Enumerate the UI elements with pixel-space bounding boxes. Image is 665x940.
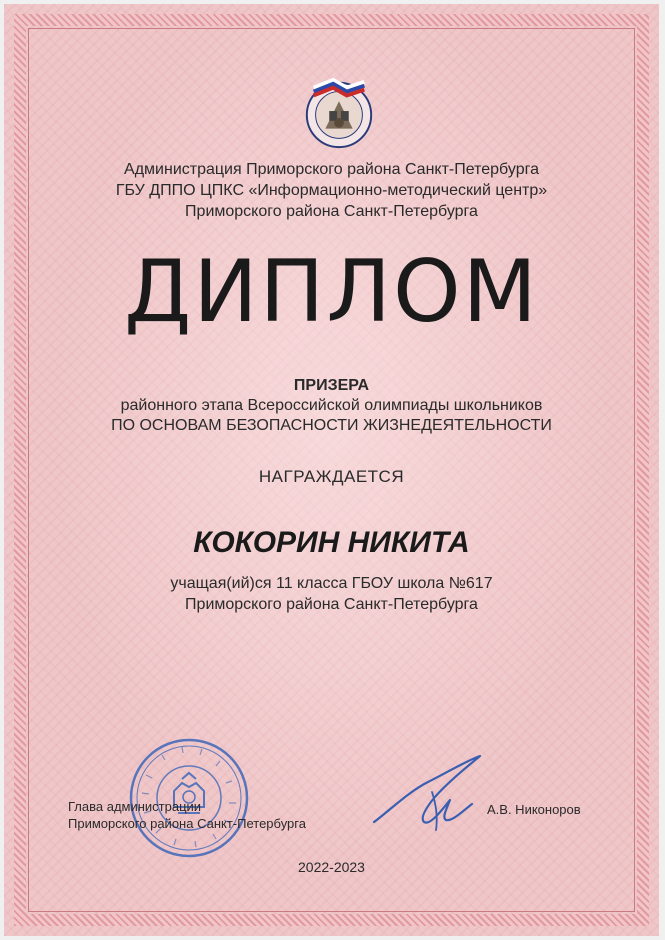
signatory-position [68, 798, 306, 832]
award-description [4, 376, 659, 436]
recipient-school: учащая(ий)ся 11 класса ГБОУ школа №617 [170, 575, 493, 592]
awarded-label: НАГРАЖДАЕТСЯ [258, 467, 405, 486]
olympiad-emblem-icon [300, 74, 378, 152]
header-line-2: ГБУ ДППО ЦПКС «Информационно-методический центр» [115, 182, 548, 199]
header-line-3: Приморского района Санкт-Петербурга [185, 203, 478, 220]
signature-icon [368, 752, 498, 842]
recipient-district: Приморского района Санкт-Петербурга [185, 596, 478, 613]
document-title: ДИПЛОМ [124, 242, 539, 342]
award-category: ПРИЗЕРА [293, 377, 370, 394]
signer-name: А.В. Никоноров [487, 802, 581, 817]
olympiad-subject: ПО ОСНОВАМ БЕЗОПАСНОСТИ ЖИЗНЕДЕЯТЕЛЬНОСТИ [111, 417, 552, 434]
recipient-details [4, 573, 659, 615]
academic-year: 2022-2023 [298, 859, 365, 875]
signatory-position-line-2: Приморского района Санкт-Петербурга [68, 816, 306, 831]
recipient-name: КОКОРИН НИКИТА [193, 526, 470, 559]
diploma-sheet [4, 4, 659, 936]
olympiad-stage: районного этапа Всероссийской олимпиады школьников [120, 397, 543, 414]
signatory-position-line-1: Глава администрации [68, 799, 202, 814]
header-line-1: Администрация Приморского района Санкт-Петербурга [124, 161, 539, 178]
issuer-header [4, 159, 659, 222]
